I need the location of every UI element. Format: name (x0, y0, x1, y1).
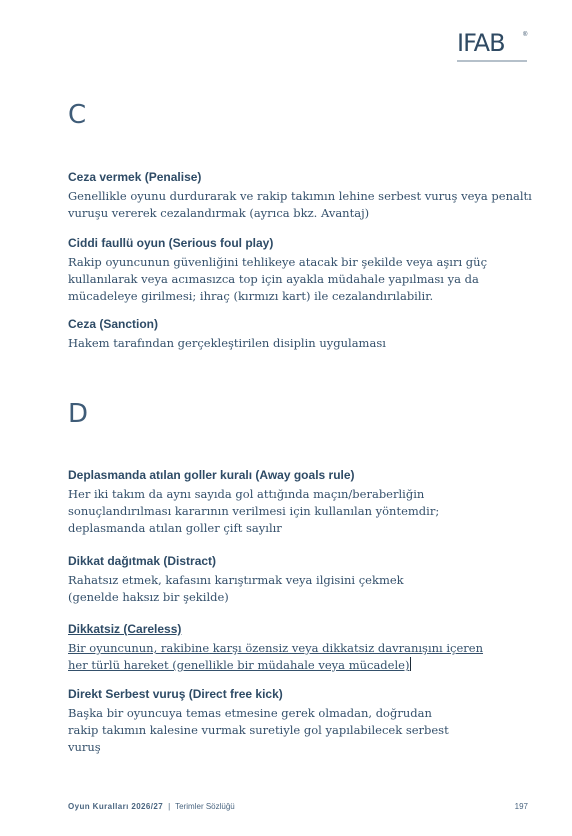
glossary-entry (68, 317, 538, 352)
entry-definition: Hakem tarafından gerçekleştirilen disiplin uygulaması (68, 336, 386, 350)
logo-wordmark: IFAB (457, 29, 505, 57)
entry-term: Dikkatsiz (Careless) (68, 622, 182, 636)
entry-definition-selected[interactable] (68, 640, 538, 674)
entry-term: Ceza vermek (Penalise) (68, 170, 202, 184)
glossary-entry (68, 687, 538, 756)
entry-definition: Rakip oyuncunun güvenliğini tehlikeye atacak bir şekilde veya aşırı güç kullanılarak veya acımasızca top için ayakla müdahale yapılması ya da mücadeleye girilmesi; ihraç (kırmızı kart) ile cezalandırılabilir. (68, 255, 488, 303)
entry-definition: Her iki takım da aynı sayıda gol attığında maçın/beraberliğin sonuçlandırılması kararının verilmesi için kullanılan yöntemdir; deplasmanda atılan goller çift sayılır (68, 487, 440, 535)
entry-definition: Genellikle oyunu durdurarak ve rakip takımın lehine serbest vuruş veya penaltı vuruşu vererek cezalandırmak (ayrıca bkz. Avantaj) (68, 189, 532, 220)
text-cursor (410, 657, 411, 671)
glossary-entry (68, 554, 538, 606)
entry-term: Deplasmanda atılan goller kuralı (Away goals rule) (68, 468, 355, 482)
entry-term: Dikkat dağıtmak (Distract) (68, 554, 217, 568)
footer-section: Terimler Sözlüğü (175, 802, 235, 811)
entry-definition-text: Bir oyuncunun, rakibine karşı özensiz veya dikkatsiz davranışını içeren her türlü hareket (genellikle bir müdahale veya mücadele) (68, 641, 484, 672)
footer-separator: | (168, 802, 171, 811)
logo-registered-mark: ® (523, 32, 528, 38)
ifab-logo (457, 30, 529, 66)
glossary-entry (68, 468, 538, 537)
entry-term: Ceza (Sanction) (68, 317, 159, 331)
entry-term: Direkt Serbest vuruş (Direct free kick) (68, 687, 283, 701)
entry-term: Ciddi faullü oyun (Serious foul play) (68, 236, 274, 250)
section-letter-d: D (68, 399, 89, 429)
glossary-entry (68, 170, 538, 222)
glossary-entry-selected[interactable] (68, 622, 538, 674)
page-number: 197 (514, 802, 528, 811)
entry-definition: Başka bir oyuncuya temas etmesine gerek olmadan, doğrudan rakip takımın kalesine vurmak suretiyle gol yapılabilecek serbest vuruş (68, 706, 449, 754)
glossary-entry (68, 236, 538, 305)
entry-definition: Rahatsız etmek, kafasını karıştırmak veya ilgisini çekmek (genelde haksız bir şekilde) (68, 573, 404, 604)
section-letter-c: C (68, 100, 87, 130)
logo-tagline-line (457, 60, 527, 62)
footer-title: Oyun Kuralları 2026/27 (68, 802, 164, 811)
